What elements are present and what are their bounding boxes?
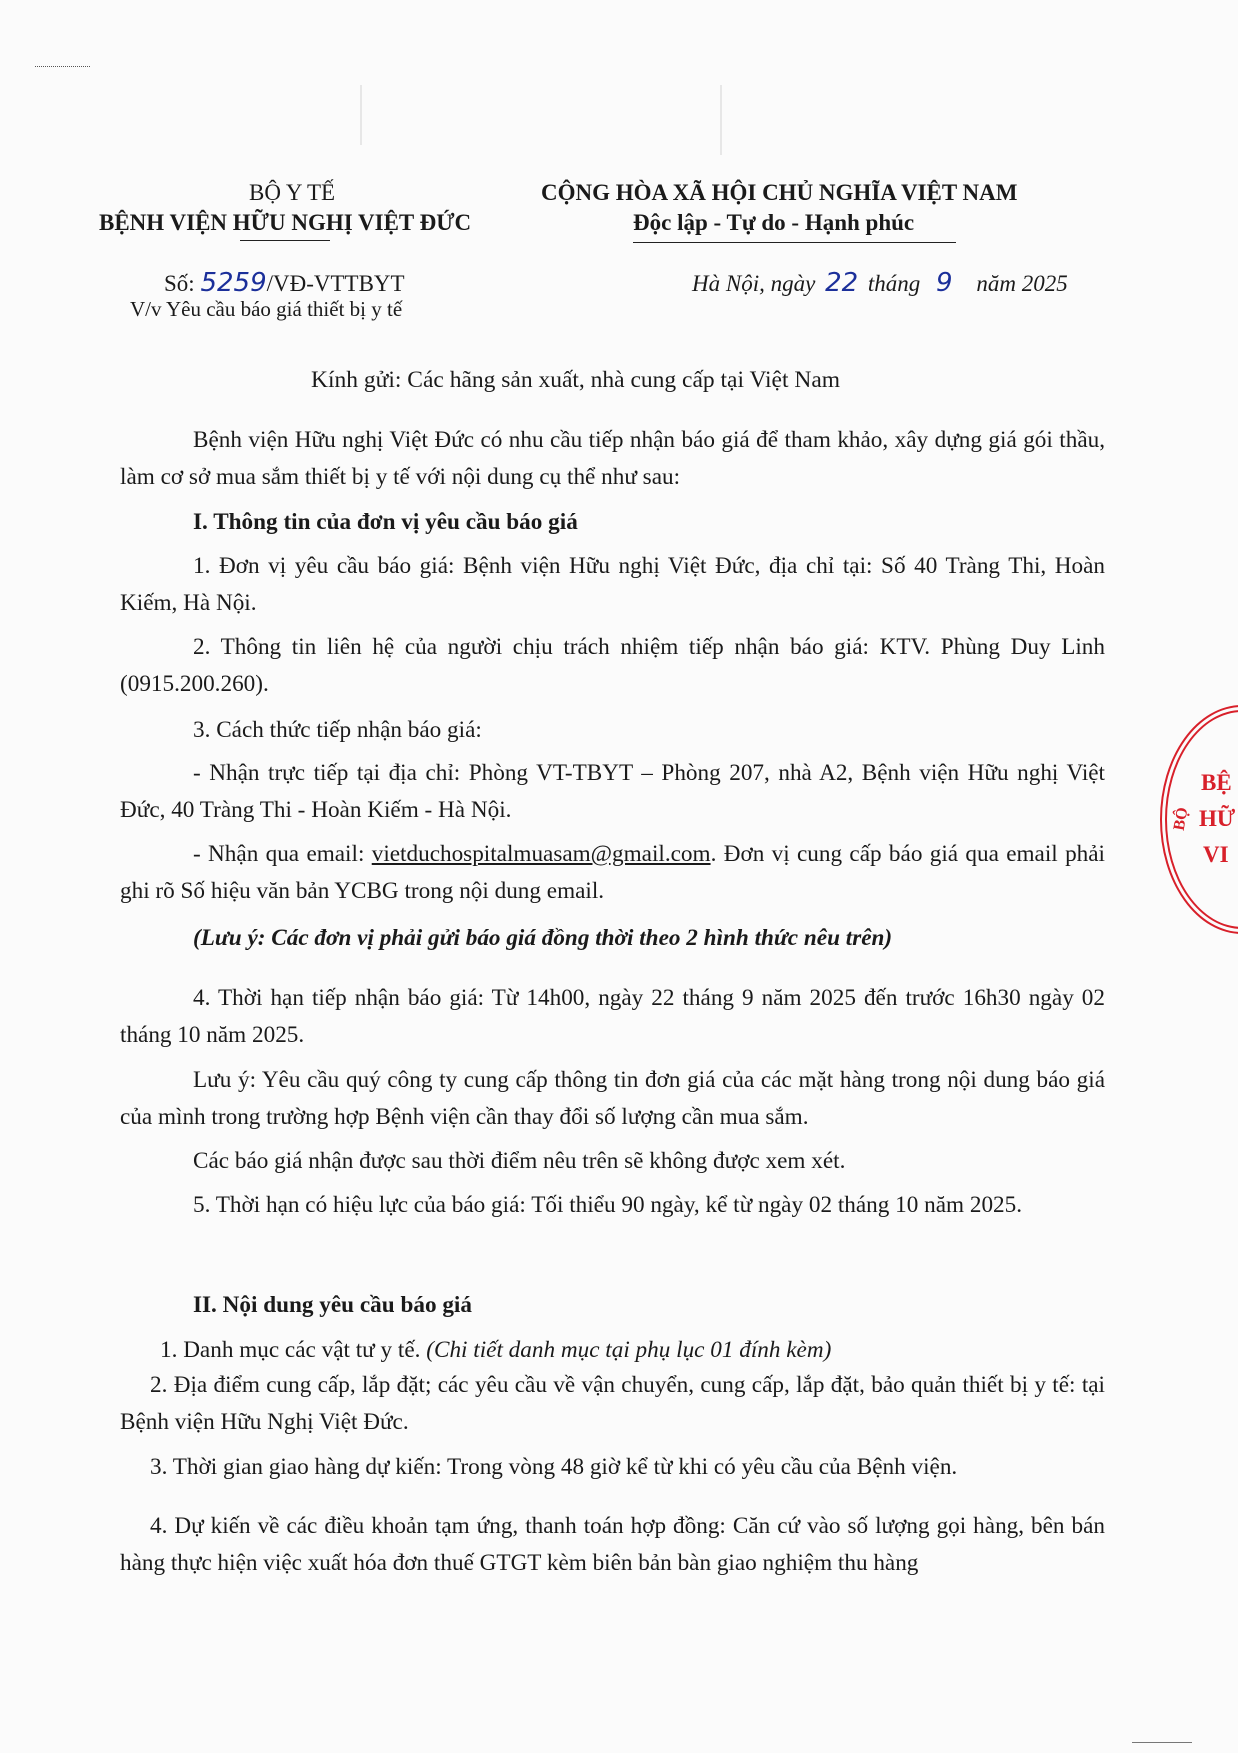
- stamp-text-side: BỘ: [1170, 806, 1192, 832]
- section-1-item-5: 5. Thời hạn có hiệu lực của báo giá: Tối thiểu 90 ngày, kể từ ngày 02 tháng 10 năm 2025.: [193, 1192, 1023, 1218]
- section-1-item-4-note-2: Các báo giá nhận được sau thời điểm nêu trên sẽ không được xem xét.: [193, 1148, 846, 1174]
- doc-no-handwritten: 5259: [200, 268, 267, 298]
- section-2-item-3: 3. Thời gian giao hàng dự kiến: Trong vòng 48 giờ kể từ khi có yêu cầu của Bệnh viện.: [150, 1454, 958, 1480]
- date-year: năm 2025: [976, 271, 1068, 296]
- recipient-line: Kính gửi: Các hãng sản xuất, nhà cung cấp tại Việt Nam: [311, 367, 841, 393]
- scan-mark: [35, 66, 90, 67]
- date-prefix: Hà Nội, ngày: [692, 271, 816, 296]
- date-month-label: tháng: [867, 271, 921, 296]
- section-2-item-1-text: 1. Danh mục các vật tư y tế.: [160, 1337, 427, 1363]
- section-1-item-3b: [120, 836, 1105, 910]
- doc-no-suffix: /VĐ-VTTBYT: [266, 271, 405, 296]
- section-1-item-4-note: Lưu ý: Yêu cầu quý công ty cung cấp thông tin đơn giá của các mặt hàng trong nội dung báo giá của mình trong trường hợp Bệnh viện cần thay đổi số lượng cần mua sắm.: [120, 1067, 1105, 1130]
- hospital-name: BỆNH VIỆN HỮU NGHỊ VIỆT ĐỨC: [99, 210, 472, 235]
- document-subject: V/v Yêu cầu báo giá thiết bị y tế: [130, 297, 403, 321]
- section-1-item-3: 3. Cách thức tiếp nhận báo giá:: [193, 717, 482, 743]
- motto-underline: [633, 242, 956, 243]
- intro-paragraph: Bệnh viện Hữu nghị Việt Đức có nhu cầu tiếp nhận báo giá để tham khảo, xây dựng giá gói thầu, làm cơ sở mua sắm thiết bị y tế với nội dung cụ thể như sau:: [120, 427, 1105, 490]
- section-1-note: (Lưu ý: Các đơn vị phải gửi báo giá đồng thời theo 2 hình thức nêu trên): [193, 925, 893, 951]
- bleed-through-mark: [720, 85, 722, 155]
- section-2-item-4: 4. Dự kiến về các điều khoản tạm ứng, thanh toán hợp đồng: Căn cứ vào số lượng gọi hàng, bên bán hàng thực hiện việc xuất hóa đơn thuế GTGT kèm biên bản bàn giao nghiệm thu hàng: [120, 1513, 1105, 1576]
- section-1-title: I. Thông tin của đơn vị yêu cầu báo giá: [193, 509, 578, 535]
- section-2-title: II. Nội dung yêu cầu báo giá: [193, 1292, 472, 1318]
- stamp-text-line-2: HỮ: [1199, 806, 1236, 831]
- stamp-text-line-1: BỆ: [1201, 770, 1232, 795]
- section-1-item-3a: - Nhận trực tiếp tại địa chỉ: Phòng VT-TBYT – Phòng 207, nhà A2, Bệnh viện Hữu nghị Việt Đức, 40 Tràng Thi - Hoàn Kiếm - Hà Nội.: [120, 760, 1105, 823]
- doc-no-prefix: Số:: [164, 271, 195, 296]
- email-link[interactable]: vietduchospitalmuasam@gmail.com: [371, 841, 711, 867]
- email-label: - Nhận qua email:: [193, 841, 372, 867]
- section-1-item-2: 2. Thông tin liên hệ của người chịu trách nhiệm tiếp nhận báo giá: KTV. Phùng Duy Linh (0915.200.260).: [120, 634, 1105, 697]
- stamp-text-line-3: VI: [1203, 842, 1229, 867]
- section-1-item-1: 1. Đơn vị yêu cầu báo giá: Bệnh viện Hữu nghị Việt Đức, địa chỉ tại: Số 40 Tràng Thi, Hoàn Kiếm, Hà Nội.: [120, 553, 1105, 616]
- section-2-item-2: 2. Địa điểm cung cấp, lắp đặt; các yêu cầu về vận chuyển, cung cấp, lắp đặt, bảo quản thiết bị y tế: tại Bệnh viện Hữu Nghị Việt Đức.: [120, 1372, 1105, 1435]
- section-2-item-1-italic: (Chi tiết danh mục tại phụ lục 01 đính kèm): [426, 1337, 832, 1363]
- country-name: CỘNG HÒA XÃ HỘI CHỦ NGHĨA VIỆT NAM: [541, 180, 1018, 205]
- national-motto: Độc lập - Tự do - Hạnh phúc: [633, 210, 915, 235]
- document-number: [164, 268, 405, 298]
- ministry-name: BỘ Y TẾ: [249, 180, 336, 205]
- date-day-handwritten: 22: [825, 268, 859, 298]
- scan-mark: [1132, 1742, 1192, 1743]
- hospital-name-underline: [240, 240, 330, 241]
- document-date: [692, 268, 1068, 298]
- section-2-item-1: [120, 1332, 1105, 1369]
- date-month-handwritten: 9: [936, 268, 953, 298]
- email-instruction: . Đơn vị cung cấp báo giá qua email phải ghi rõ Số hiệu văn bản YCBG trong nội dung email.: [120, 841, 1105, 904]
- bleed-through-mark: [360, 85, 362, 145]
- section-1-item-4: 4. Thời hạn tiếp nhận báo giá: Từ 14h00, ngày 22 tháng 9 năm 2025 đến trước 16h30 ngày 02 tháng 10 năm 2025.: [120, 985, 1105, 1048]
